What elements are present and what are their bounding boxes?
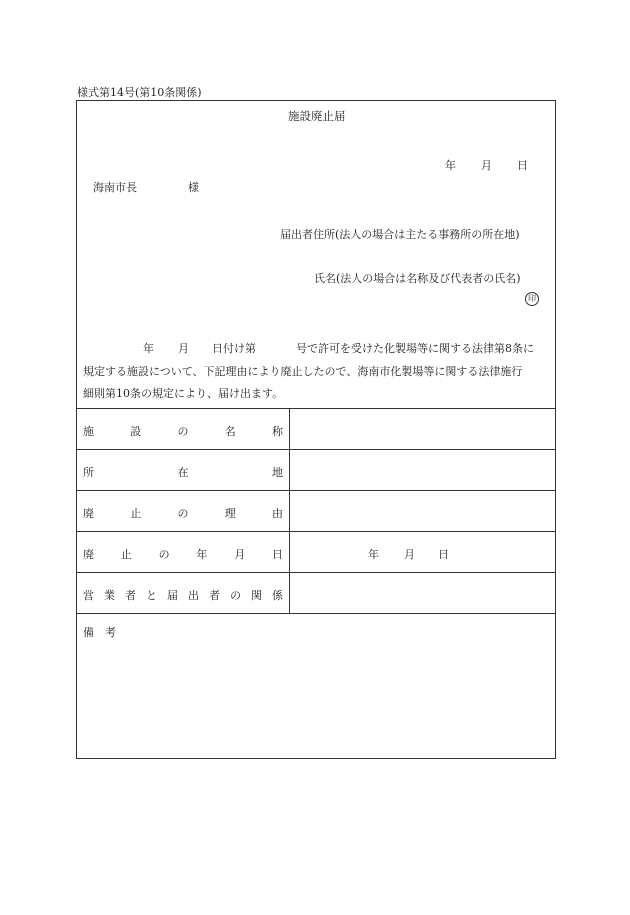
table-column-divider [289, 408, 290, 613]
date-month: 月 [481, 159, 492, 172]
table-line [76, 613, 556, 614]
body-line3: 細則第10条の規定により、届け出ます。 [83, 387, 284, 400]
body-day-ref: 日付け第 [212, 342, 256, 355]
abolition-date-month: 月 [404, 548, 415, 561]
row-date-label: 廃 止 の 年 月 日 [83, 548, 283, 561]
form-number: 様式第14号(第10条関係) [77, 86, 202, 99]
applicant-name-label: 氏名(法人の場合は名称及び代表者の氏名) [314, 272, 521, 285]
abolition-date-day: 日 [438, 548, 449, 561]
form-title: 施設廃止届 [288, 109, 346, 123]
body-line1-rest: 号で許可を受けた化製場等に関する法律第8条に [296, 342, 534, 355]
addressee-name: 海南市長 [93, 181, 137, 194]
remarks-label: 備 考 [83, 626, 116, 639]
row-relationship-label: 営 業 者 と 届 出 者 の 関 係 [83, 589, 283, 602]
seal-mark: 印 [525, 292, 539, 306]
table-line [76, 531, 556, 532]
body-month: 月 [178, 342, 189, 355]
applicant-address-label: 届出者住所(法人の場合は主たる事務所の所在地) [280, 228, 520, 241]
table-line [76, 572, 556, 573]
row-location-label: 所 在 地 [83, 466, 283, 479]
date-year: 年 [445, 159, 456, 172]
addressee-honorific: 様 [188, 181, 199, 194]
row-reason-label: 廃 止 の 理 由 [83, 507, 283, 520]
row-facility-name-label: 施 設 の 名 称 [83, 425, 283, 438]
table-line [76, 490, 556, 491]
body-line2: 規定する施設について、下記理由により廃止したので、海南市化製場等に関する法律施行 [83, 365, 523, 378]
table-line [76, 449, 556, 450]
date-day: 日 [517, 159, 528, 172]
abolition-date-year: 年 [368, 548, 379, 561]
table-top-line [76, 408, 556, 409]
body-year: 年 [143, 342, 154, 355]
